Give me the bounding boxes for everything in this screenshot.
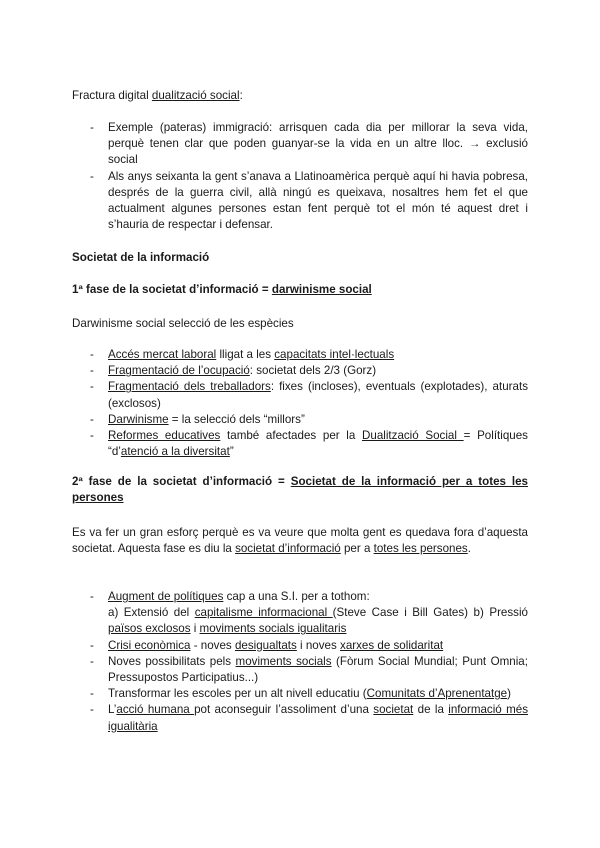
list-examples — [72, 120, 528, 233]
item-text: Noves possibilitats pels — [108, 654, 236, 668]
list-phase2 — [72, 589, 528, 735]
item-text: pot aconseguir l’assoliment d’una — [194, 703, 374, 717]
item-text: L’ — [108, 703, 117, 717]
phase2-prefix: 2ª fase de la societat d’informació = — [72, 475, 291, 488]
item-term: desigualtats — [234, 638, 297, 652]
phase2-paragraph — [72, 525, 528, 557]
item-text: : societat dels 2/3 (Gorz) — [249, 364, 377, 378]
list-item: - Als anys seixanta la gent s’anava a Llatinoamèrica perquè aquí hi havia pobresa, després de la guerra civil, allà ningú es queixava, nosaltres hem fet el que actualment algunes persones estan fent perquè tot el món té aquest dret i s’hauria de respectar i defensar. — [72, 169, 528, 234]
phase2-heading — [72, 474, 528, 506]
list-item — [72, 702, 528, 734]
item-term: Augment de polítiques — [108, 590, 224, 603]
item-text: cap a una S.I. per a tothom: — [223, 590, 370, 603]
intro-prefix: Fractura digital — [72, 89, 152, 102]
item-text: i — [190, 622, 200, 636]
list-phase1 — [72, 347, 528, 460]
intro-underlined: dualització social — [151, 89, 240, 102]
para-text: Es va fer un gran esforç perquè es va veure que molta gent es quedava fora d’aquesta societat. Aquesta fase es diu la — [72, 526, 528, 556]
item-term: Fragmentació de l’ocupació — [108, 364, 250, 378]
list-item — [72, 589, 528, 638]
item-text: a) Extensió del — [108, 606, 195, 620]
item-text: també afectades per la — [220, 429, 362, 443]
item-text: (Fòrum Social Mundial; Punt Omnia; Pressupostos Participatius...) — [108, 654, 528, 685]
phase1-prefix: 1ª fase de la societat d’informació = — [72, 283, 272, 296]
para-term: societat d’informació — [235, 542, 341, 556]
intro-line — [72, 88, 528, 104]
list-item — [72, 412, 528, 428]
phase1-underlined: darwinisme social — [271, 283, 372, 296]
item-term: Fragmentació dels treballadors — [108, 380, 271, 394]
item-term: capacitats intel·lectuals — [274, 348, 395, 361]
item-text: lligat a les — [216, 348, 275, 361]
list-item: - Exemple (pateras) immigració: arrisquen cada dia per millorar la seva vida, perquè tenen clar que poden guanyar-se la vida en un altre lloc. → exclusió social — [72, 120, 528, 169]
list-item — [72, 363, 528, 379]
para-term: totes les persones — [373, 542, 468, 556]
item-term: moviments socials — [235, 654, 332, 668]
list-item — [72, 347, 528, 363]
item-term: informació més igualitària — [108, 703, 529, 733]
item-term: Crisi econòmica — [108, 638, 191, 652]
item-text: : fixes (incloses), eventuals (explotades), aturats (exclosos) — [108, 380, 528, 410]
item-text: ” — [229, 445, 234, 459]
item-term: Reformes educatives — [108, 429, 221, 443]
item-term: Darwinisme — [108, 412, 169, 426]
phase1-heading — [72, 282, 528, 298]
item-text: Transformar les escoles per un alt nivell educatiu ( — [108, 687, 367, 701]
item-text: = la selecció dels “millors” — [168, 412, 305, 426]
list-item — [72, 686, 528, 702]
item-term: acció humana — [116, 703, 195, 717]
item-text: ) — [507, 687, 512, 701]
list-item — [72, 428, 528, 460]
item-term: moviments socials igualitaris — [199, 622, 347, 636]
phase2-underlined: Societat de la informació per a totes les persones — [72, 475, 528, 505]
intro-suffix: : — [239, 89, 243, 102]
item-term: atenció a la diversitat — [120, 445, 230, 459]
item-term: capitalisme informacional — [194, 606, 333, 620]
item-subline — [108, 605, 528, 637]
item-term: societat — [373, 703, 414, 717]
section-heading: Societat de la informació — [72, 251, 210, 264]
phase1-intro: Darwinisme social selecció de les espècies — [72, 317, 294, 330]
item-text: = Polítiques “d’ — [108, 429, 528, 459]
item-term: països exclosos — [108, 622, 191, 636]
list-item — [72, 638, 528, 654]
item-term: xarxes de solidaritat — [340, 638, 444, 652]
list-item — [72, 654, 528, 686]
item-text: de la — [413, 703, 449, 717]
item-term: Dualització Social — [362, 429, 464, 443]
item-text: - noves — [190, 638, 235, 652]
list-item — [72, 379, 528, 411]
item-text: (Steve Case i Bill Gates) b) Pressió — [332, 606, 528, 620]
para-text: . — [467, 542, 471, 556]
para-text: per a — [340, 542, 374, 556]
item-term: Accés mercat laboral — [108, 348, 217, 361]
item-term: Comunitats d’Aprenentatge — [366, 687, 508, 701]
item-text: i noves — [296, 638, 341, 652]
